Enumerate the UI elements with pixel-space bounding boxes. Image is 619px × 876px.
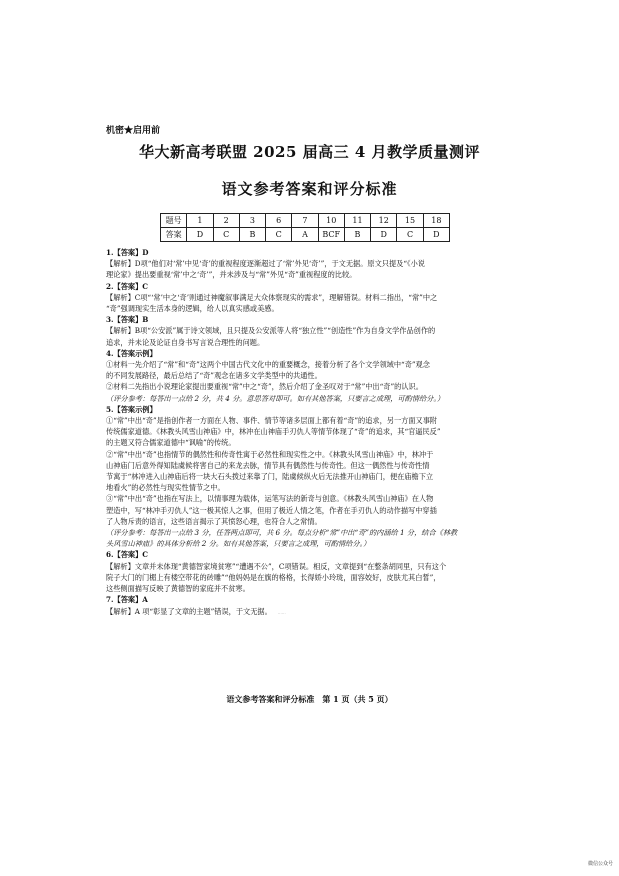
question-number: 2 bbox=[213, 214, 239, 228]
answer-cell: C bbox=[213, 228, 239, 242]
explanation-line: 院子大门的门楣上有楼空带花的砖雕”“他妈妈是在旗的格格，长得娇小玲珑，面容姣好，皮肤尤其白皙”， bbox=[106, 572, 441, 582]
explanation-line: 山神庙门后意外得知陆虞候将害自己的来龙去脉，情节具有偶然性与传奇性。但这一偶然性与传奇性情 bbox=[106, 460, 430, 470]
answer-heading: 6.【答案】C bbox=[106, 550, 148, 560]
question-number: 10 bbox=[318, 214, 344, 228]
answer-heading: 4.【答案示例】 bbox=[106, 348, 157, 358]
explanation-line: 这些侧面描写反映了黄德智的家庭并不贫寒。 bbox=[106, 584, 250, 594]
answer-explanations bbox=[106, 247, 514, 618]
answer-heading: 2.【答案】C bbox=[106, 281, 148, 291]
answer-cell: BCF bbox=[318, 228, 344, 242]
explanation-line: 地看火”的必然性与现实性情节之中。 bbox=[106, 483, 225, 493]
explanation-line: 【解析】D项“他们对‘常’中见‘奇’的重视程度逐渐超过了‘常’外见‘奇’”，于文无据。原文只提及“《小说 bbox=[106, 259, 425, 269]
answer-cell: A bbox=[292, 228, 318, 242]
explanation-line: 传统儒家道德。《林教头风雪山神庙》中，林冲在山神庙手刃仇人等情节体现了“奇”的追求，其“官逼民反” bbox=[106, 427, 441, 437]
corner-watermark: 微信公众号 bbox=[588, 861, 614, 867]
explanation-line: 【解析】文章并未体现“黄德智家境贫寒”“遭遇不公”，C项错误。相反，文章提到“在整条胡同里，只有这个 bbox=[106, 561, 447, 571]
answer-table-header-row bbox=[161, 214, 450, 228]
scoring-note: 头风雪山神庙》的具体分析给 2 分。如有其他答案，只要言之成理，可酌情给分。） bbox=[106, 539, 371, 549]
answer-table bbox=[160, 213, 450, 242]
explanation-line: ①材料一先介绍了“常”和“奇”这两个中国古代文化中的重要概念，接着分析了各个文学领域中“奇”观念 bbox=[106, 360, 430, 370]
explanation-line bbox=[106, 606, 514, 618]
answer-table-answer-row bbox=[161, 228, 450, 242]
answer-cell: B bbox=[239, 228, 265, 242]
explanation-line: ②“常”中出“奇”也指情节的偶然性和传奇性寓于必然性和现实性之中。《林教头风雪山神庙》中，林冲于 bbox=[106, 449, 434, 459]
answer-table-header-label: 题号 bbox=[161, 214, 187, 228]
scoring-note: （评分参考：每答出一点给 3 分，任答两点即可，共 6 分。每点分析“常”中出“奇”的内涵给 1 分，结合《林教 bbox=[106, 528, 458, 538]
explanation-line: 塑造中，写“林冲手刃仇人”这一极其惊人之事，但用了极近人情之笔，作者在手刃仇人的动作描写中穿插 bbox=[106, 505, 437, 515]
explanation-line: 【解析】B项“公安派”属于诗文领域，且只提及公安派等人将“独立性”“创造性”作为自身文学作品创作的 bbox=[106, 326, 436, 336]
question-number: 1 bbox=[187, 214, 213, 228]
answer-cell: D bbox=[187, 228, 213, 242]
page-subtitle: 语文参考答案和评分标准 bbox=[221, 180, 398, 198]
answer-cell: B bbox=[344, 228, 370, 242]
question-number: 11 bbox=[344, 214, 370, 228]
page-footer: 语文参考答案和评分标准 第 1 页（共 5 页） bbox=[226, 694, 393, 704]
explanation-line: ②材料二先指出小说理论家提出要重视“常”中之“奇”，然后介绍了金圣叹对于“常”中出“奇”的认识。 bbox=[106, 382, 423, 392]
answer-cell: D bbox=[371, 228, 397, 242]
page-title: 华大新高考联盟 2025 届高三 4 月教学质量测评 bbox=[138, 143, 481, 161]
answer-heading: 7.【答案】A bbox=[106, 595, 148, 605]
answer-cell: C bbox=[266, 228, 292, 242]
explanation-line: 理论家》提出要重视‘常’中之‘奇’”，并未涉及与“常”外见“奇”重视程度的比较。 bbox=[106, 270, 357, 280]
answer-cell: C bbox=[397, 228, 423, 242]
confidential-label: 机密★启用前 bbox=[106, 126, 161, 136]
answer-heading: 5.【答案示例】 bbox=[106, 404, 157, 414]
question-number: 7 bbox=[292, 214, 318, 228]
answer-heading: 3.【答案】B bbox=[106, 315, 149, 325]
tiny-mark: …… bbox=[277, 609, 286, 615]
answer-table-answer-label: 答案 bbox=[161, 228, 187, 242]
explanation-line: 【解析】C项“‘常’中之‘奇’则通过神魔叙事满足大众体察现实的需求”，理解错误。材料二指出，“常”中之 bbox=[106, 292, 438, 302]
answer-cell: D bbox=[423, 228, 449, 242]
question-number: 12 bbox=[371, 214, 397, 228]
explanation-line: 追求，并未论及论证自身书写言说合理性的问题。 bbox=[106, 337, 265, 347]
explanation-text: 【解析】A 项“彰显了文章的主题”错误，于文无据。 bbox=[106, 606, 272, 616]
explanation-line: ①“常”中出“奇”是指创作者一方面在人物、事件、情节等诸多层面上都有着“奇”的追求，另一方面又事附 bbox=[106, 416, 438, 426]
explanation-line: ③“常”中出“奇”也指在写法上，以情事理为载体，运笔写法的新奇与创意。《林教头风雪山神庙》在人物 bbox=[106, 494, 434, 504]
question-number: 18 bbox=[423, 214, 449, 228]
explanation-line: 节寓于“林冲进入山神庙后将一块大石头拨过来靠了门，陆虞候纵火后无法推开山神庙门，便在庙檐下立 bbox=[106, 472, 434, 482]
explanation-line: 的不同发展路径，最后总结了“奇”观念在诸多文学类型中的共通性。 bbox=[106, 371, 322, 381]
question-number: 3 bbox=[239, 214, 265, 228]
explanation-line: 了人物斥责的语言，这些语言揭示了其愤怒心理，也符合人之常情。 bbox=[106, 516, 322, 526]
explanation-line: “奇”强调现实生活本身的逻辑，给人以真实感或美感。 bbox=[106, 304, 279, 314]
question-number: 15 bbox=[397, 214, 423, 228]
answer-heading: 1.【答案】D bbox=[106, 248, 149, 257]
scoring-note: （评分参考：每答出一点给 2 分，共 4 分。意思答对即可。如有其他答案，只要言之成理，可酌情给分。） bbox=[106, 393, 445, 403]
question-number: 6 bbox=[266, 214, 292, 228]
explanation-line: 的主题又符合儒家道德中“讽喻”的传统。 bbox=[106, 438, 236, 448]
